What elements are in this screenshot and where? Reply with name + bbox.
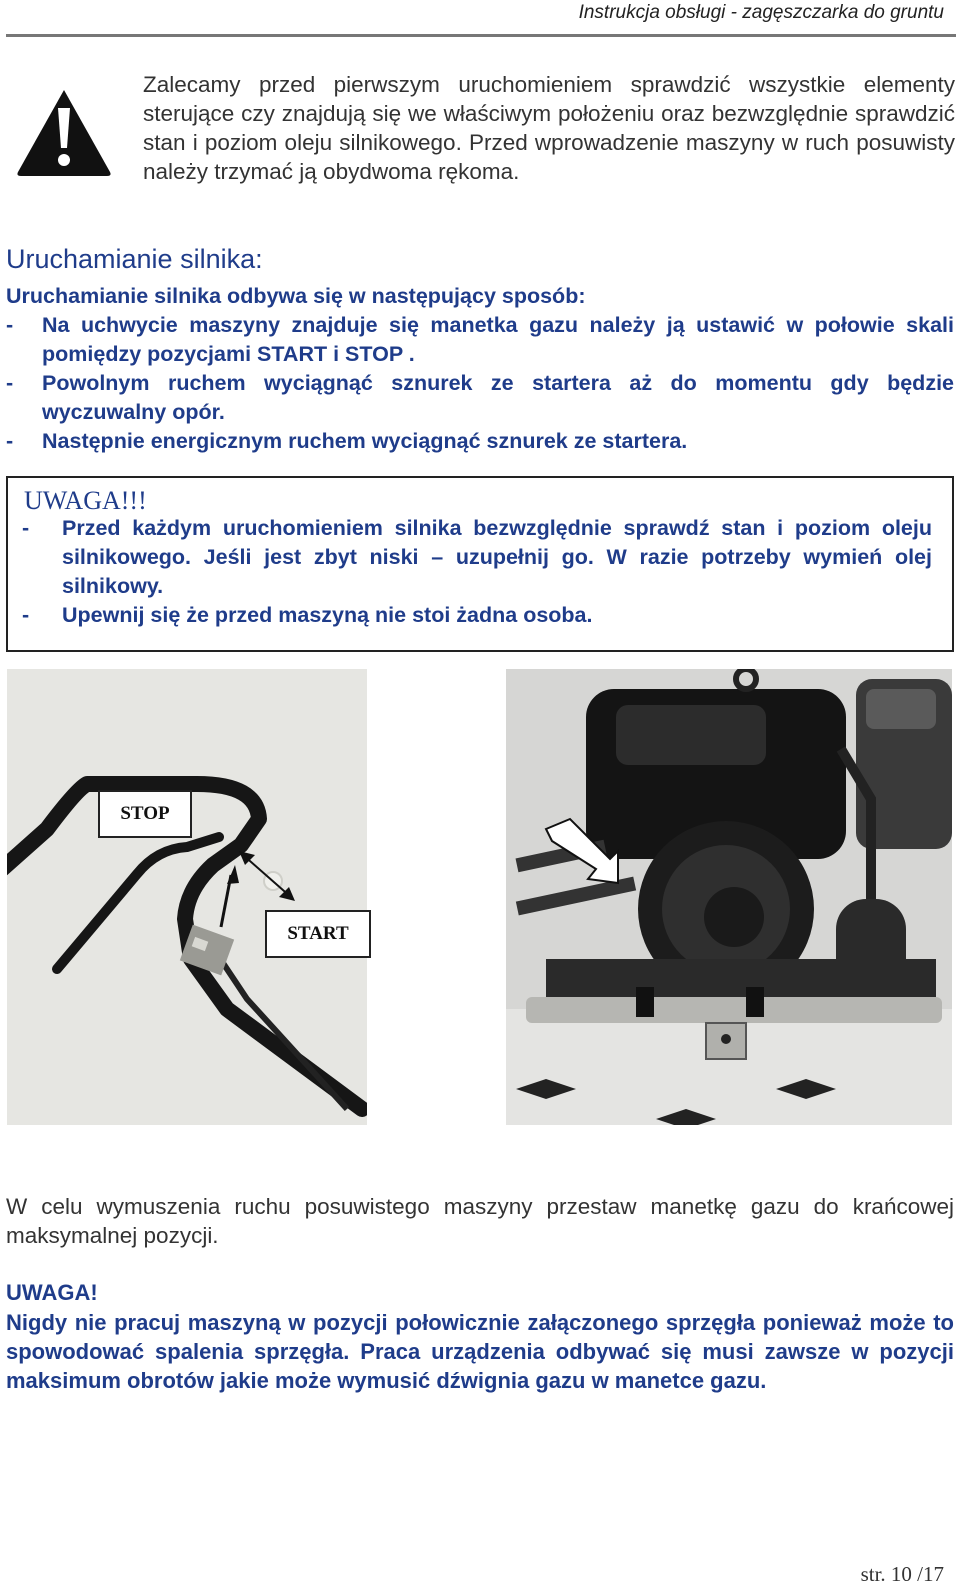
list-item — [6, 427, 954, 456]
page-number: str. 10 /17 — [860, 1562, 944, 1586]
bullet-dash: - — [22, 516, 30, 540]
header-title: Instrukcja obsługi - zagęszczarka do gruntu — [578, 2, 944, 23]
intro-warning-text: Zalecamy przed pierwszym uruchomieniem sprawdzić wszystkie elementy sterujące czy znajdują się we właściwym położeniu oraz bezwzględnie sprawdzić stan i poziom oleju silnikowego. Przed wprowadzenie maszyny w ruch posuwisty należy trzymać ją obydwoma rękoma. — [143, 72, 955, 184]
procedure-intro: Uruchamianie silnika odbywa się w następujący sposób: — [6, 284, 586, 308]
start-callout: START — [265, 910, 371, 958]
clutch-warning-heading: UWAGA! — [6, 1280, 98, 1305]
header-divider — [6, 34, 956, 37]
throttle-handle-photo — [7, 669, 367, 1125]
list-item — [22, 514, 932, 601]
bullet-dash: - — [22, 603, 30, 627]
list-item-text: Powolnym ruchem wyciągnąć sznurek ze startera aż do momentu gdy będzie wyczuwalny opór. — [42, 371, 954, 424]
list-item — [6, 369, 954, 427]
compactor-engine-photo — [506, 669, 952, 1125]
list-item-text: Następnie energicznym ruchem wyciągnąć sznurek ze startera. — [42, 429, 688, 453]
section-heading: Uruchamianie silnika: — [6, 244, 263, 274]
start-procedure — [6, 282, 954, 456]
bullet-dash: - — [6, 429, 14, 453]
warning-box-title: UWAGA!!! — [24, 486, 147, 515]
warning-box-list — [22, 514, 932, 630]
clutch-warning-text: Nigdy nie pracuj maszyną w pozycji połowicznie załączonego sprzęgła ponieważ może to spowodować spalenia sprzęgła. Praca urządzenia odbywać się musi zawsze w pozycji maksimum obrotów jakie może wymusić dźwignia gazu w manetce gazu. — [6, 1310, 954, 1393]
list-item-text: Na uchwycie maszyny znajduje się manetka gazu należy ją ustawić w połowie skali pomiędzy pozycjami START i STOP . — [42, 313, 954, 366]
list-item-text: Upewnij się że przed maszyną nie stoi żadna osoba. — [62, 603, 593, 627]
bullet-dash: - — [6, 313, 14, 337]
throttle-caption: W celu wymuszenia ruchu posuwistego maszyny przestaw manetkę gazu do krańcowej maksymalnej pozycji. — [6, 1194, 954, 1248]
list-item — [6, 311, 954, 369]
list-item-text: Przed każdym uruchomieniem silnika bezwzględnie sprawdź stan i poziom oleju silnikowego. Jeśli jest zbyt niski – uzupełnij go. W razie potrzeby wymień olej silnikowy. — [62, 516, 932, 598]
stop-callout: STOP — [98, 790, 192, 838]
bullet-dash: - — [6, 371, 14, 395]
list-item — [22, 601, 932, 630]
warning-box — [6, 476, 954, 652]
warning-triangle-icon — [14, 86, 114, 178]
